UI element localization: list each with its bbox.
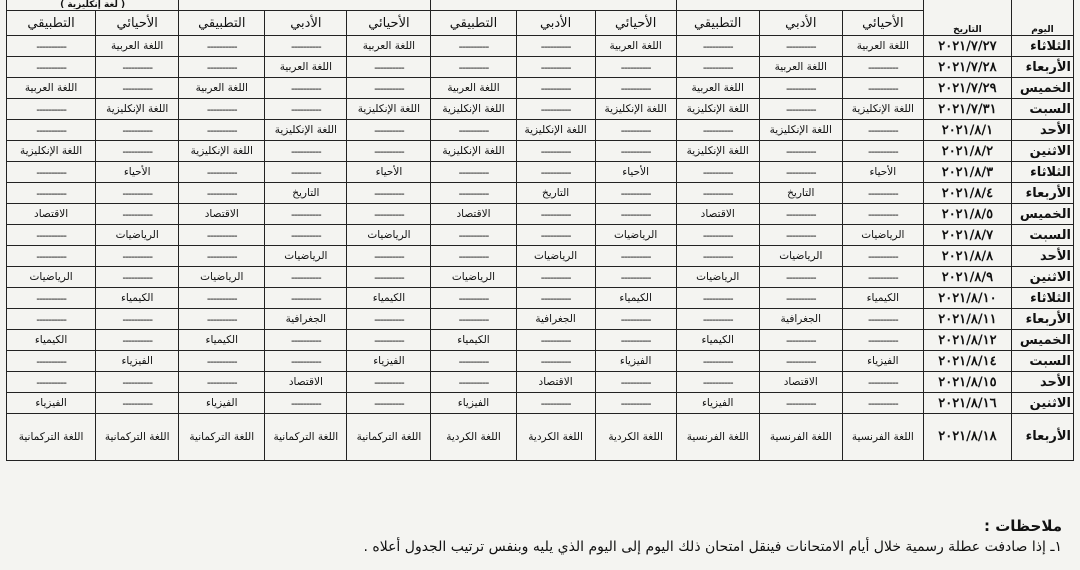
date-cell: ٢٠٢١/٨/٢ <box>923 141 1011 162</box>
empty-slot-cell: ---------- <box>96 141 179 162</box>
subject-cell: الرياضيات <box>265 246 347 267</box>
schedule-row <box>7 330 1074 351</box>
subject-cell: التاريخ <box>265 183 347 204</box>
empty-slot-cell: ---------- <box>7 36 96 57</box>
empty-slot-cell: ---------- <box>595 183 676 204</box>
subject-cell: اللغة التركمانية <box>265 414 347 461</box>
empty-slot-cell: ---------- <box>759 162 842 183</box>
schedule-row <box>7 393 1074 414</box>
stream-header: التطبيقي <box>431 11 516 36</box>
schedule-row <box>7 204 1074 225</box>
subject-cell: اللغة الإنكليزية <box>759 120 842 141</box>
day-cell: الثلاثاء <box>1011 36 1073 57</box>
subject-cell: الفيزياء <box>595 351 676 372</box>
empty-slot-cell: ---------- <box>265 78 347 99</box>
subject-cell: الرياضيات <box>759 246 842 267</box>
empty-slot-cell: ---------- <box>595 57 676 78</box>
empty-slot-cell: ---------- <box>759 36 842 57</box>
empty-slot-cell: ---------- <box>759 99 842 120</box>
empty-slot-cell: ---------- <box>7 162 96 183</box>
day-cell: الأربعاء <box>1011 183 1073 204</box>
subject-cell: الكيمياء <box>842 288 923 309</box>
empty-slot-cell: ---------- <box>179 36 265 57</box>
subject-cell: اللغة العربية <box>179 78 265 99</box>
subject-cell: الجغرافية <box>516 309 595 330</box>
subject-cell: الاقتصاد <box>676 204 759 225</box>
day-cell: الاثنين <box>1011 393 1073 414</box>
subject-cell: الرياضيات <box>96 225 179 246</box>
subject-cell: اللغة الإنكليزية <box>676 99 759 120</box>
schedule-row <box>7 246 1074 267</box>
day-cell: السبت <box>1011 225 1073 246</box>
subject-cell: الرياضيات <box>431 267 516 288</box>
stream-header: التطبيقي <box>179 11 265 36</box>
day-cell: الأربعاء <box>1011 57 1073 78</box>
empty-slot-cell: ---------- <box>759 225 842 246</box>
stream-header: الأحيائي <box>595 11 676 36</box>
empty-slot-cell: ---------- <box>265 99 347 120</box>
subject-cell: الكيمياء <box>595 288 676 309</box>
exam-schedule-sheet <box>6 0 1074 500</box>
empty-slot-cell: ---------- <box>179 246 265 267</box>
empty-slot-cell: ---------- <box>595 330 676 351</box>
empty-slot-cell: ---------- <box>842 267 923 288</box>
subject-cell: الكيمياء <box>179 330 265 351</box>
schedule-row <box>7 36 1074 57</box>
date-cell: ٢٠٢١/٨/٤ <box>923 183 1011 204</box>
empty-slot-cell: ---------- <box>431 36 516 57</box>
subject-cell: الفيزياء <box>676 393 759 414</box>
date-cell: ٢٠٢١/٧/٢٨ <box>923 57 1011 78</box>
subject-cell: اللغة الفرنسية <box>759 414 842 461</box>
empty-slot-cell: ---------- <box>347 309 431 330</box>
day-cell: السبت <box>1011 99 1073 120</box>
empty-slot-cell: ---------- <box>431 183 516 204</box>
empty-slot-cell: ---------- <box>676 351 759 372</box>
empty-slot-cell: ---------- <box>516 36 595 57</box>
empty-slot-cell: ---------- <box>842 78 923 99</box>
empty-slot-cell: ---------- <box>7 57 96 78</box>
empty-slot-cell: ---------- <box>96 372 179 393</box>
subject-cell: اللغة العربية <box>431 78 516 99</box>
empty-slot-cell: ---------- <box>595 372 676 393</box>
stream-header: التطبيقي <box>7 11 96 36</box>
day-cell: الاثنين <box>1011 267 1073 288</box>
empty-slot-cell: ---------- <box>265 351 347 372</box>
date-cell: ٢٠٢١/٨/١٠ <box>923 288 1011 309</box>
subject-cell: اللغة الفرنسية <box>842 414 923 461</box>
subject-cell: الأحياء <box>347 162 431 183</box>
stream-header: الأدبي <box>516 11 595 36</box>
empty-slot-cell: ---------- <box>179 162 265 183</box>
stream-header: الأدبي <box>265 11 347 36</box>
empty-slot-cell: ---------- <box>96 309 179 330</box>
subject-cell: اللغة العربية <box>676 78 759 99</box>
subject-cell: الرياضيات <box>347 225 431 246</box>
empty-slot-cell: ---------- <box>347 330 431 351</box>
day-cell: الخميس <box>1011 204 1073 225</box>
empty-slot-cell: ---------- <box>179 309 265 330</box>
empty-slot-cell: ---------- <box>595 309 676 330</box>
schedule-row <box>7 183 1074 204</box>
subject-cell: اللغة العربية <box>759 57 842 78</box>
schedule-row <box>7 225 1074 246</box>
empty-slot-cell: ---------- <box>431 351 516 372</box>
empty-slot-cell: ---------- <box>595 120 676 141</box>
date-cell: ٢٠٢١/٨/٨ <box>923 246 1011 267</box>
subject-cell: الرياضيات <box>842 225 923 246</box>
stream-header: الأحيائي <box>842 11 923 36</box>
empty-slot-cell: ---------- <box>516 351 595 372</box>
empty-slot-cell: ---------- <box>96 183 179 204</box>
subject-cell: الفيزياء <box>347 351 431 372</box>
subject-cell: الكيمياء <box>7 330 96 351</box>
subject-cell: اللغة الكردية <box>595 414 676 461</box>
empty-slot-cell: ---------- <box>676 57 759 78</box>
empty-slot-cell: ---------- <box>431 162 516 183</box>
empty-slot-cell: ---------- <box>595 246 676 267</box>
day-cell: السبت <box>1011 351 1073 372</box>
schedule-row <box>7 372 1074 393</box>
subject-cell: اللغة العربية <box>595 36 676 57</box>
empty-slot-cell: ---------- <box>179 372 265 393</box>
stream-header: التطبيقي <box>676 11 759 36</box>
empty-slot-cell: ---------- <box>842 141 923 162</box>
empty-slot-cell: ---------- <box>842 183 923 204</box>
group-header <box>676 0 923 11</box>
schedule-row <box>7 414 1074 461</box>
subject-cell: اللغة العربية <box>96 36 179 57</box>
empty-slot-cell: ---------- <box>265 288 347 309</box>
empty-slot-cell: ---------- <box>516 162 595 183</box>
empty-slot-cell: ---------- <box>347 57 431 78</box>
subject-cell: الأحياء <box>842 162 923 183</box>
empty-slot-cell: ---------- <box>759 78 842 99</box>
empty-slot-cell: ---------- <box>7 288 96 309</box>
subject-cell: اللغة الإنكليزية <box>595 99 676 120</box>
subject-cell: الجغرافية <box>265 309 347 330</box>
date-cell: ٢٠٢١/٨/١٢ <box>923 330 1011 351</box>
schedule-row <box>7 288 1074 309</box>
schedule-row <box>7 141 1074 162</box>
empty-slot-cell: ---------- <box>431 372 516 393</box>
empty-slot-cell: ---------- <box>431 57 516 78</box>
subject-cell: الفيزياء <box>431 393 516 414</box>
empty-slot-cell: ---------- <box>179 351 265 372</box>
empty-slot-cell: ---------- <box>595 141 676 162</box>
day-cell: الخميس <box>1011 330 1073 351</box>
empty-slot-cell: ---------- <box>842 246 923 267</box>
date-cell: ٢٠٢١/٧/٢٧ <box>923 36 1011 57</box>
subject-cell: الأحياء <box>96 162 179 183</box>
empty-slot-cell: ---------- <box>347 372 431 393</box>
subject-cell: اللغة التركمانية <box>96 414 179 461</box>
day-cell: الأحد <box>1011 120 1073 141</box>
empty-slot-cell: ---------- <box>179 288 265 309</box>
empty-slot-cell: ---------- <box>7 120 96 141</box>
day-cell: الأحد <box>1011 372 1073 393</box>
empty-slot-cell: ---------- <box>347 78 431 99</box>
empty-slot-cell: ---------- <box>96 246 179 267</box>
empty-slot-cell: ---------- <box>7 183 96 204</box>
subject-cell: اللغة التركمانية <box>179 414 265 461</box>
subject-cell: اللغة الإنكليزية <box>431 99 516 120</box>
empty-slot-cell: ---------- <box>676 309 759 330</box>
empty-slot-cell: ---------- <box>347 246 431 267</box>
empty-slot-cell: ---------- <box>676 372 759 393</box>
empty-slot-cell: ---------- <box>431 120 516 141</box>
empty-slot-cell: ---------- <box>676 225 759 246</box>
empty-slot-cell: ---------- <box>179 57 265 78</box>
subject-cell: الفيزياء <box>96 351 179 372</box>
subject-cell: التاريخ <box>759 183 842 204</box>
empty-slot-cell: ---------- <box>179 99 265 120</box>
day-cell: الثلاثاء <box>1011 288 1073 309</box>
schedule-row <box>7 267 1074 288</box>
empty-slot-cell: ---------- <box>842 57 923 78</box>
subject-cell: اللغة العربية <box>265 57 347 78</box>
date-cell: ٢٠٢١/٨/٣ <box>923 162 1011 183</box>
empty-slot-cell: ---------- <box>516 204 595 225</box>
group-header <box>431 0 676 11</box>
schedule-row <box>7 99 1074 120</box>
empty-slot-cell: ---------- <box>676 246 759 267</box>
subject-cell: اللغة الإنكليزية <box>179 141 265 162</box>
day-cell: الأربعاء <box>1011 309 1073 330</box>
empty-slot-cell: ---------- <box>759 351 842 372</box>
empty-slot-cell: ---------- <box>347 183 431 204</box>
subject-cell: الأحياء <box>595 162 676 183</box>
subject-cell: اللغة الكردية <box>431 414 516 461</box>
empty-slot-cell: ---------- <box>265 393 347 414</box>
notes-title: ملاحظات : <box>983 517 1062 535</box>
subject-cell: اللغة العربية <box>7 78 96 99</box>
subject-cell: الرياضيات <box>516 246 595 267</box>
subject-cell: الاقتصاد <box>265 372 347 393</box>
empty-slot-cell: ---------- <box>676 120 759 141</box>
empty-slot-cell: ---------- <box>347 393 431 414</box>
empty-slot-cell: ---------- <box>842 309 923 330</box>
subject-cell: الكيمياء <box>431 330 516 351</box>
day-cell: الخميس <box>1011 78 1073 99</box>
day-cell: الأحد <box>1011 246 1073 267</box>
empty-slot-cell: ---------- <box>96 393 179 414</box>
empty-slot-cell: ---------- <box>676 288 759 309</box>
day-column-header: اليوم <box>1011 0 1073 36</box>
empty-slot-cell: ---------- <box>516 330 595 351</box>
subject-cell: اللغة الإنكليزية <box>676 141 759 162</box>
schedule-body <box>7 36 1074 461</box>
empty-slot-cell: ---------- <box>96 204 179 225</box>
empty-slot-cell: ---------- <box>516 288 595 309</box>
empty-slot-cell: ---------- <box>759 288 842 309</box>
subject-cell: اللغة الإنكليزية <box>431 141 516 162</box>
empty-slot-cell: ---------- <box>676 162 759 183</box>
empty-slot-cell: ---------- <box>842 120 923 141</box>
empty-slot-cell: ---------- <box>759 267 842 288</box>
stream-header: الأحيائي <box>96 11 179 36</box>
empty-slot-cell: ---------- <box>759 141 842 162</box>
empty-slot-cell: ---------- <box>96 120 179 141</box>
day-cell: الاثنين <box>1011 141 1073 162</box>
subject-cell: التاريخ <box>516 183 595 204</box>
exam-schedule-table <box>6 0 1074 461</box>
subject-cell: اللغة الإنكليزية <box>265 120 347 141</box>
empty-slot-cell: ---------- <box>347 267 431 288</box>
date-cell: ٢٠٢١/٨/١٤ <box>923 351 1011 372</box>
subject-cell: اللغة التركمانية <box>347 414 431 461</box>
empty-slot-cell: ---------- <box>676 183 759 204</box>
subject-cell: الاقتصاد <box>759 372 842 393</box>
empty-slot-cell: ---------- <box>431 288 516 309</box>
empty-slot-cell: ---------- <box>842 372 923 393</box>
empty-slot-cell: ---------- <box>347 120 431 141</box>
date-cell: ٢٠٢١/٨/١١ <box>923 309 1011 330</box>
empty-slot-cell: ---------- <box>96 330 179 351</box>
subject-cell: الرياضيات <box>676 267 759 288</box>
group-header <box>179 0 431 11</box>
empty-slot-cell: ---------- <box>7 225 96 246</box>
stream-header-row <box>7 11 1074 36</box>
empty-slot-cell: ---------- <box>7 309 96 330</box>
subject-cell: الرياضيات <box>179 267 265 288</box>
empty-slot-cell: ---------- <box>842 204 923 225</box>
date-cell: ٢٠٢١/٨/١٥ <box>923 372 1011 393</box>
subject-cell: الاقتصاد <box>431 204 516 225</box>
empty-slot-cell: ---------- <box>595 267 676 288</box>
date-cell: ٢٠٢١/٨/١٦ <box>923 393 1011 414</box>
empty-slot-cell: ---------- <box>7 246 96 267</box>
subject-cell: الكيمياء <box>676 330 759 351</box>
subject-cell: الرياضيات <box>7 267 96 288</box>
empty-slot-cell: ---------- <box>265 36 347 57</box>
empty-slot-cell: ---------- <box>179 120 265 141</box>
date-column-header: التاريخ <box>923 0 1011 36</box>
empty-slot-cell: ---------- <box>265 267 347 288</box>
empty-slot-cell: ---------- <box>347 141 431 162</box>
subject-cell: اللغة الإنكليزية <box>347 99 431 120</box>
schedule-row <box>7 351 1074 372</box>
notes-section <box>2 516 1062 558</box>
stream-header: الأدبي <box>759 11 842 36</box>
schedule-row <box>7 120 1074 141</box>
group-header-row <box>7 0 1074 11</box>
empty-slot-cell: ---------- <box>595 78 676 99</box>
empty-slot-cell: ---------- <box>516 57 595 78</box>
subject-cell: اللغة التركمانية <box>7 414 96 461</box>
empty-slot-cell: ---------- <box>759 204 842 225</box>
subject-cell: اللغة الإنكليزية <box>7 141 96 162</box>
date-cell: ٢٠٢١/٨/١٨ <box>923 414 1011 461</box>
stream-header: الأحيائي <box>347 11 431 36</box>
schedule-row <box>7 309 1074 330</box>
schedule-row <box>7 78 1074 99</box>
empty-slot-cell: ---------- <box>7 372 96 393</box>
empty-slot-cell: ---------- <box>842 330 923 351</box>
date-cell: ٢٠٢١/٧/٢٩ <box>923 78 1011 99</box>
empty-slot-cell: ---------- <box>516 78 595 99</box>
subject-cell: اللغة الإنكليزية <box>516 120 595 141</box>
schedule-row <box>7 57 1074 78</box>
empty-slot-cell: ---------- <box>179 183 265 204</box>
subject-cell: الفيزياء <box>842 351 923 372</box>
empty-slot-cell: ---------- <box>431 225 516 246</box>
empty-slot-cell: ---------- <box>759 393 842 414</box>
date-cell: ٢٠٢١/٧/٣١ <box>923 99 1011 120</box>
empty-slot-cell: ---------- <box>516 267 595 288</box>
date-cell: ٢٠٢١/٨/٧ <box>923 225 1011 246</box>
empty-slot-cell: ---------- <box>759 330 842 351</box>
subject-cell: اللغة العربية <box>842 36 923 57</box>
subject-cell: اللغة الفرنسية <box>676 414 759 461</box>
empty-slot-cell: ---------- <box>179 225 265 246</box>
subject-cell: الفيزياء <box>7 393 96 414</box>
empty-slot-cell: ---------- <box>595 204 676 225</box>
date-cell: ٢٠٢١/٨/٩ <box>923 267 1011 288</box>
empty-slot-cell: ---------- <box>516 225 595 246</box>
day-cell: الأربعاء <box>1011 414 1073 461</box>
empty-slot-cell: ---------- <box>676 36 759 57</box>
subject-cell: الاقتصاد <box>516 372 595 393</box>
subject-cell: اللغة الإنكليزية <box>842 99 923 120</box>
day-cell: الثلاثاء <box>1011 162 1073 183</box>
subject-cell: الكيمياء <box>347 288 431 309</box>
empty-slot-cell: ---------- <box>842 393 923 414</box>
date-cell: ٢٠٢١/٨/٥ <box>923 204 1011 225</box>
subject-cell: الكيمياء <box>96 288 179 309</box>
empty-slot-cell: ---------- <box>516 99 595 120</box>
group-header-english: ( لغة إنكليزية ) <box>7 0 179 11</box>
empty-slot-cell: ---------- <box>431 309 516 330</box>
empty-slot-cell: ---------- <box>595 393 676 414</box>
empty-slot-cell: ---------- <box>347 204 431 225</box>
empty-slot-cell: ---------- <box>516 393 595 414</box>
subject-cell: الرياضيات <box>595 225 676 246</box>
subject-cell: اللغة الكردية <box>516 414 595 461</box>
empty-slot-cell: ---------- <box>265 330 347 351</box>
empty-slot-cell: ---------- <box>7 351 96 372</box>
empty-slot-cell: ---------- <box>96 267 179 288</box>
empty-slot-cell: ---------- <box>96 78 179 99</box>
empty-slot-cell: ---------- <box>516 141 595 162</box>
subject-cell: الفيزياء <box>179 393 265 414</box>
empty-slot-cell: ---------- <box>265 204 347 225</box>
empty-slot-cell: ---------- <box>265 162 347 183</box>
empty-slot-cell: ---------- <box>7 99 96 120</box>
schedule-row <box>7 162 1074 183</box>
note-item: ١ـ إذا صادفت عطلة رسمية خلال أيام الامتحانات فينقل امتحان ذلك اليوم إلى اليوم الذي يليه وبنفس ترتيب الجدول أعلاه . <box>363 539 1062 555</box>
empty-slot-cell: ---------- <box>265 225 347 246</box>
date-cell: ٢٠٢١/٨/١ <box>923 120 1011 141</box>
empty-slot-cell: ---------- <box>431 246 516 267</box>
empty-slot-cell: ---------- <box>265 141 347 162</box>
subject-cell: الجغرافية <box>759 309 842 330</box>
empty-slot-cell: ---------- <box>96 57 179 78</box>
subject-cell: الاقتصاد <box>7 204 96 225</box>
subject-cell: اللغة الإنكليزية <box>96 99 179 120</box>
subject-cell: الاقتصاد <box>179 204 265 225</box>
subject-cell: اللغة العربية <box>347 36 431 57</box>
